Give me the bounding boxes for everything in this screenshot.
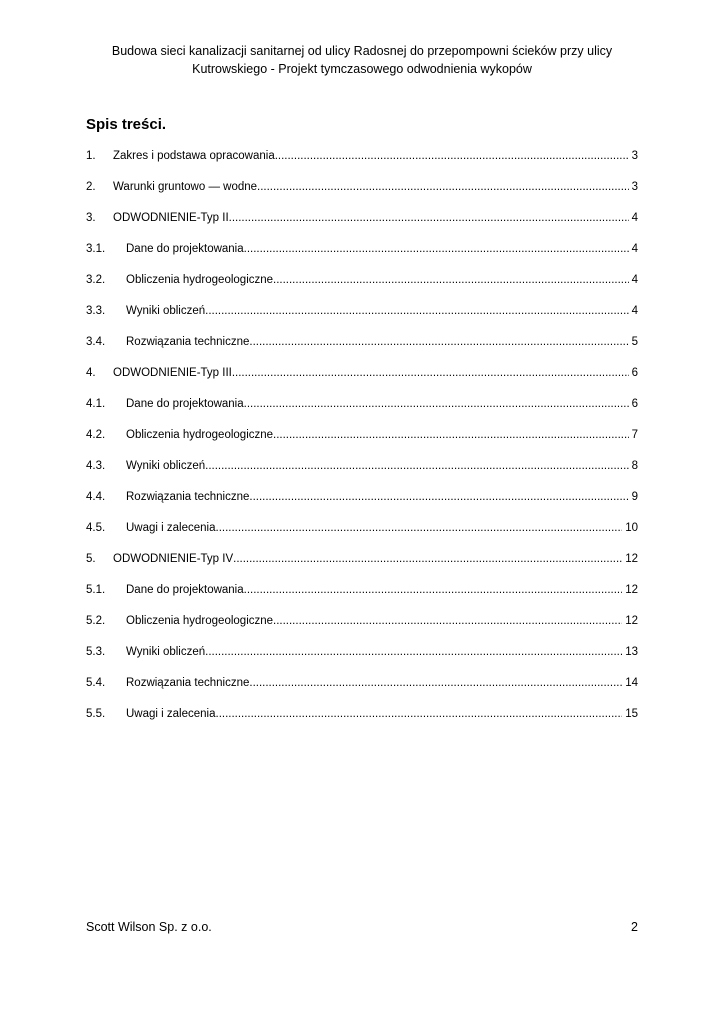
toc-dot-leader [247, 239, 629, 259]
toc-entry-title: Obliczenia hydrogeologiczne. [126, 615, 277, 627]
toc-entry-page: 4 [631, 212, 638, 224]
toc-dot-leader [229, 208, 629, 228]
page-header [0, 42, 724, 78]
toc-entry-number: 3. [86, 212, 96, 224]
toc-entry-number: 5.1. [86, 584, 106, 596]
toc-entry-title: ODWODNIENIE-Typ III [113, 367, 232, 379]
toc-entry-page: 14 [625, 677, 638, 689]
header-line-2: Kutrowskiego - Projekt tymczasowego odwodnienia wykopów [192, 62, 532, 76]
toc-entry-page: 7 [631, 429, 638, 441]
footer-page-number: 2 [631, 920, 638, 934]
toc-dot-leader [247, 580, 622, 600]
toc-entry-number: 4.5. [86, 522, 106, 534]
toc-entry[interactable] [86, 704, 638, 735]
toc-entry[interactable] [86, 239, 638, 270]
toc-entry[interactable] [86, 301, 638, 332]
toc-entry-number: 4. [86, 367, 96, 379]
toc-entry-title: ODWODNIENIE-Typ IV [113, 553, 234, 565]
toc-entry-title: Wyniki obliczeń [126, 460, 206, 472]
toc-entry-title: Obliczenia hydrogeologiczne. [126, 274, 277, 286]
toc-entry-page: 12 [625, 584, 638, 596]
toc-entry[interactable] [86, 456, 638, 487]
toc-entry-page: 13 [625, 646, 638, 658]
toc-entry[interactable] [86, 549, 638, 580]
toc-dot-leader [232, 363, 629, 383]
toc-entry-title: Wyniki obliczeń [126, 305, 206, 317]
toc-entry-page: 3 [631, 181, 638, 193]
toc-dot-leader [260, 177, 628, 197]
toc-entry[interactable] [86, 146, 638, 177]
toc-entry-page: 12 [625, 553, 638, 565]
toc-entry[interactable] [86, 642, 638, 673]
toc-entry-title: Uwagi i zalecenia. [126, 708, 219, 720]
toc-entry[interactable] [86, 394, 638, 425]
toc-entry[interactable] [86, 487, 638, 518]
toc-entry-page: 3 [631, 150, 638, 162]
toc-entry-number: 3.4. [86, 336, 106, 348]
toc-entry[interactable] [86, 673, 638, 704]
page-footer [86, 918, 638, 936]
toc-entry-number: 4.4. [86, 491, 106, 503]
toc-entry-title: ODWODNIENIE-Typ II [113, 212, 229, 224]
toc-entry-number: 1. [86, 150, 96, 162]
toc-entry-number: 3.3. [86, 305, 106, 317]
toc-entry-page: 10 [625, 522, 638, 534]
toc-dot-leader [276, 270, 628, 290]
toc-entry-title: Obliczenia hydrogeologiczne. [126, 429, 277, 441]
toc-dot-leader [233, 549, 622, 569]
toc-entry[interactable] [86, 425, 638, 456]
toc-entry-page: 6 [631, 398, 638, 410]
toc-dot-leader [219, 518, 623, 538]
toc-entry-title: Dane do projektowania. [126, 243, 247, 255]
toc-dot-leader [276, 425, 628, 445]
footer-company: Scott Wilson Sp. z o.o. [86, 920, 212, 934]
toc-entry[interactable] [86, 332, 638, 363]
toc-entry[interactable] [86, 518, 638, 549]
toc-dot-leader [247, 394, 629, 414]
toc-dot-leader [253, 487, 629, 507]
toc-dot-leader [205, 642, 622, 662]
toc-entry-page: 15 [625, 708, 638, 720]
toc-dot-leader [276, 611, 622, 631]
toc-entry[interactable] [86, 177, 638, 208]
toc-dot-leader [253, 673, 623, 693]
toc-entry-title: Zakres i podstawa opracowania. [113, 150, 278, 162]
toc-entry-page: 5 [631, 336, 638, 348]
table-of-contents [86, 146, 638, 735]
toc-entry-number: 4.1. [86, 398, 106, 410]
toc-entry-title: Warunki gruntowo — wodne. [113, 181, 261, 193]
header-line-1: Budowa sieci kanalizacji sanitarnej od ulicy Radosnej do przepompowni ścieków przy ulicy [111, 44, 613, 58]
toc-entry-title: Dane do projektowania. [126, 398, 247, 410]
toc-entry[interactable] [86, 270, 638, 301]
toc-entry-title: Uwagi i zalecenia. [126, 522, 219, 534]
toc-entry-number: 5.2. [86, 615, 106, 627]
toc-entry-page: 9 [631, 491, 638, 503]
toc-dot-leader [219, 704, 623, 724]
toc-dot-leader [205, 456, 628, 476]
toc-entry-number: 5.5. [86, 708, 106, 720]
toc-entry-page: 4 [631, 274, 638, 286]
toc-entry-title: Wyniki obliczeń [126, 646, 206, 658]
toc-entry[interactable] [86, 208, 638, 239]
toc-entry[interactable] [86, 611, 638, 642]
toc-entry[interactable] [86, 363, 638, 394]
toc-entry-number: 4.3. [86, 460, 106, 472]
toc-entry-title: Dane do projektowania. [126, 584, 247, 596]
toc-entry-page: 4 [631, 243, 638, 255]
toc-entry[interactable] [86, 580, 638, 611]
toc-entry-page: 12 [625, 615, 638, 627]
toc-dot-leader [278, 146, 629, 166]
toc-entry-number: 2. [86, 181, 96, 193]
toc-entry-number: 4.2. [86, 429, 106, 441]
toc-entry-number: 3.2. [86, 274, 106, 286]
toc-entry-title: Rozwiązania techniczne. [126, 491, 253, 503]
toc-entry-number: 5.4. [86, 677, 106, 689]
toc-entry-number: 3.1. [86, 243, 106, 255]
toc-entry-page: 4 [631, 305, 638, 317]
toc-entry-number: 5. [86, 553, 96, 565]
toc-dot-leader [205, 301, 628, 321]
toc-entry-page: 8 [631, 460, 638, 472]
toc-dot-leader [253, 332, 629, 352]
toc-entry-number: 5.3. [86, 646, 106, 658]
toc-title: Spis treści. [86, 116, 167, 133]
toc-entry-page: 6 [631, 367, 638, 379]
toc-entry-title: Rozwiązania techniczne. [126, 677, 253, 689]
toc-entry-title: Rozwiązania techniczne. [126, 336, 253, 348]
